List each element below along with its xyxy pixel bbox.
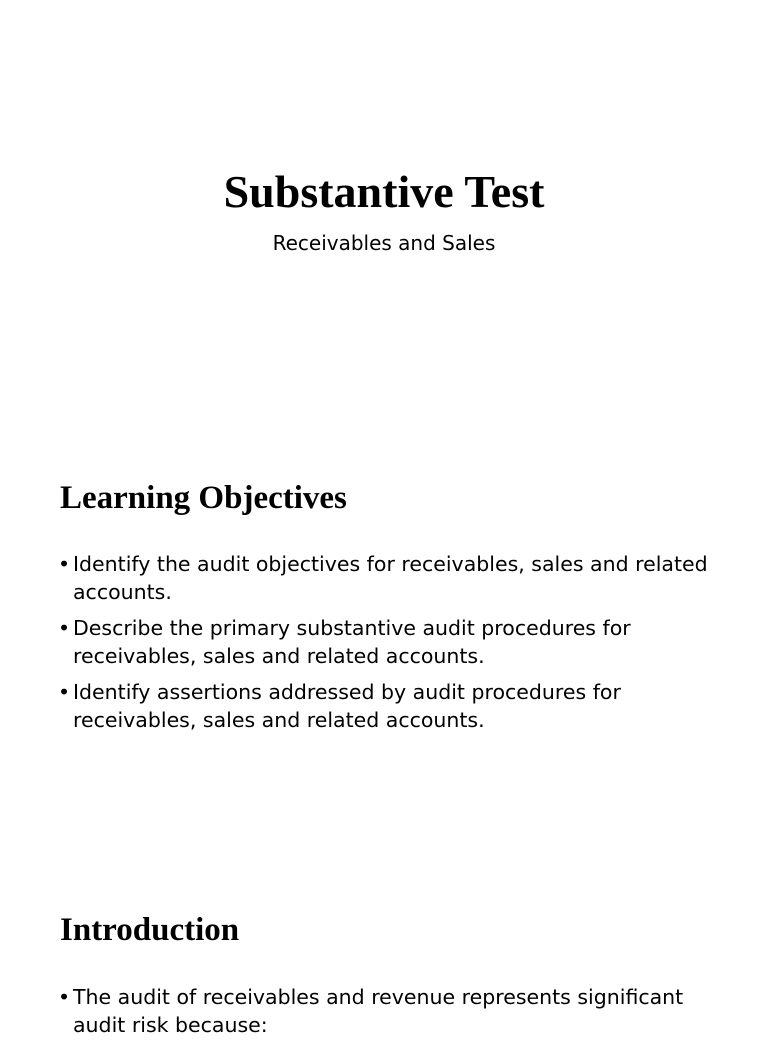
- bullet-icon: •: [58, 680, 71, 704]
- bullet-icon: •: [58, 552, 71, 576]
- introduction-list: [56, 983, 726, 1047]
- bullet-icon: •: [58, 985, 71, 1009]
- slide-title: Substantive Test: [223, 166, 545, 217]
- list-item-text: The audit of receivables and revenue represents significant audit risk because:: [73, 985, 684, 1037]
- introduction-heading: Introduction: [60, 912, 240, 948]
- list-item: [56, 678, 726, 734]
- list-item-text: Identify assertions addressed by audit procedures for receivables, sales and related accounts.: [73, 680, 621, 732]
- slide-subtitle: Receivables and Sales: [272, 231, 496, 255]
- bullet-icon: •: [58, 616, 71, 640]
- list-item: [56, 550, 726, 606]
- list-item: [56, 614, 726, 670]
- learning-objectives-heading: Learning Objectives: [60, 480, 347, 516]
- list-item-text: Describe the primary substantive audit procedures for receivables, sales and related accounts.: [73, 616, 631, 668]
- list-item: [56, 983, 726, 1039]
- learning-objectives-list: [56, 550, 726, 742]
- list-item-text: Identify the audit objectives for receivables, sales and related accounts.: [73, 552, 708, 604]
